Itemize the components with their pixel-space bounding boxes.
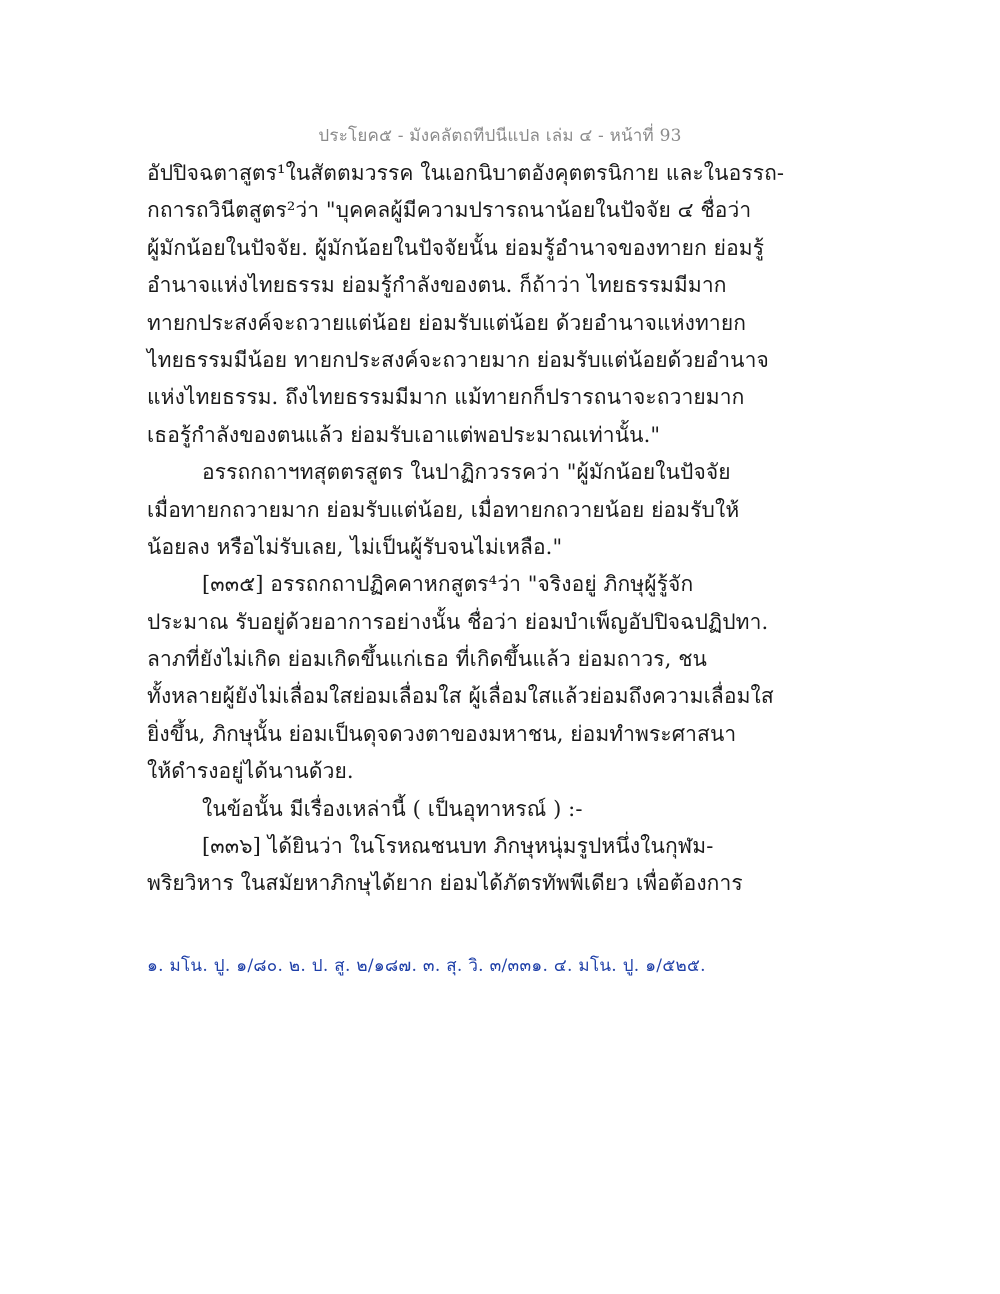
text-line: [๓๓๕] อรรถกถาปฏิคคาหกสูตร⁴ว่า "จริงอยู่ ภิกษุผู้รู้จัก (202, 572, 694, 597)
text-line: ลาภที่ยังไม่เกิด ย่อมเกิดขึ้นแก่เธอ ที่เกิดขึ้นแล้ว ย่อมถาวร, ชน (147, 647, 707, 672)
text-line: เธอรู้กำลังของตนแล้ว ย่อมรับเอาแต่พอประมาณเท่านั้น." (147, 422, 661, 447)
text-line: แห่งไทยธรรม. ถึงไทยธรรมมีมาก แม้ทายกก็ปรารถนาจะถวายมาก (147, 385, 745, 410)
body-text (147, 155, 867, 903)
text-line: พริยวิหาร ในสมัยหาภิกษุได้ยาก ย่อมได้ภัตรทัพพีเดียว เพื่อต้องการ (147, 871, 743, 896)
text-line: ยิ่งขึ้น, ภิกษุนั้น ย่อมเป็นดุจดวงตาของมหาชน, ย่อมทำพระศาสนา (147, 721, 737, 746)
text-line: อรรถกถาฯทสุตตรสูตร ในปาฏิกวรรคว่า "ผู้มักน้อยในปัจจัย (202, 460, 731, 485)
text-line: ทั้งหลายผู้ยังไม่เลื่อมใสย่อมเลื่อมใส ผู้เลื่อมใสแล้วย่อมถึงความเลื่อมใส (147, 684, 774, 709)
text-line: ในข้อนั้น มีเรื่องเหล่านี้ ( เป็นอุทาหรณ์ ) :- (202, 796, 583, 821)
text-line: กถารถวินีตสูตร²ว่า "บุคคลผู้มีความปรารถนาน้อยในปัจจัย ๔ ชื่อว่า (147, 198, 752, 223)
page-header: ประโยค๕ - มังคลัตถทีปนีแปล เล่ม ๔ - หน้าที่ 93 (318, 126, 682, 146)
text-line: อัปปิจฉตาสูตร¹ในสัตตมวรรค ในเอกนิบาตอังคุตตรนิกาย และในอรรถ- (147, 161, 785, 185)
text-line: ผู้มักน้อยในปัจจัย. ผู้มักน้อยในปัจจัยนั้น ย่อมรู้อำนาจของทายก ย่อมรู้ (147, 235, 765, 260)
text-line: น้อยลง หรือไม่รับเลย, ไม่เป็นผู้รับจนไม่เหลือ." (147, 534, 563, 559)
text-line: ประมาณ รับอยู่ด้วยอาการอย่างนั้น ชื่อว่า ย่อมบำเพ็ญอัปปิจฉปฏิปทา. (147, 609, 769, 634)
text-line: อำนาจแห่งไทยธรรม ย่อมรู้กำลังของตน. ก็ถ้าว่า ไทยธรรมมีมาก (147, 273, 727, 298)
text-line: เมื่อทายกถวายมาก ย่อมรับแต่น้อย, เมื่อทายกถวายน้อย ย่อมรับให้ (147, 497, 740, 522)
footnote: ๑. มโน. ปู. ๑/๘๐. ๒. ป. สู. ๒/๑๘๗. ๓. สุ. วิ. ๓/๓๓๑. ๔. มโน. ปู. ๑/๕๒๕. (147, 956, 706, 976)
text-line: ให้ดำรงอยู่ได้นานด้วย. (147, 759, 354, 784)
text-line: ทายกประสงค์จะถวายแต่น้อย ย่อมรับแต่น้อย ด้วยอำนาจแห่งทายก (147, 310, 747, 335)
text-line: [๓๓๖] ได้ยินว่า ในโรหณชนบท ภิกษุหนุ่มรูปหนึ่งในกุฬม- (202, 834, 714, 859)
text-line: ไทยธรรมมีน้อย ทายกประสงค์จะถวายมาก ย่อมรับแต่น้อยด้วยอำนาจ (147, 347, 769, 372)
